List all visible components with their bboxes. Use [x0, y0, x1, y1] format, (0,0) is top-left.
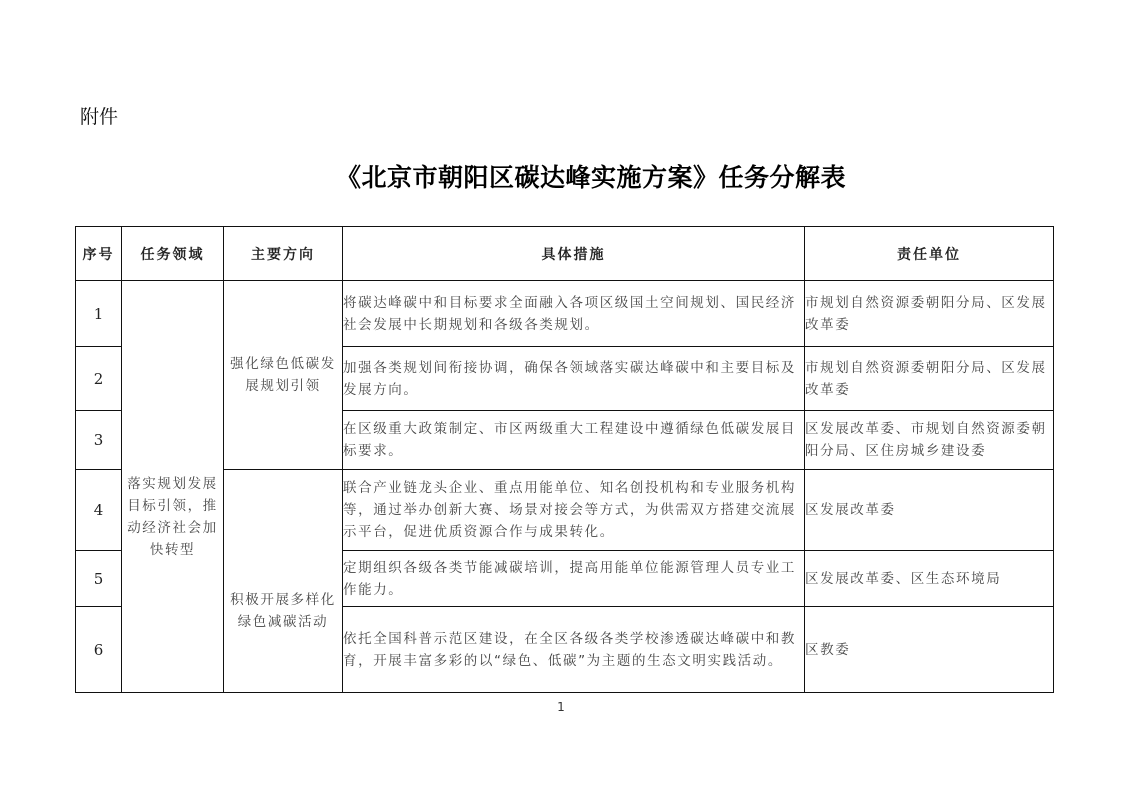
- header-responsible-unit: 责任单位: [805, 227, 1054, 281]
- task-breakdown-table: [75, 226, 1054, 693]
- header-main-direction: 主要方向: [224, 227, 343, 281]
- unit-cell: 区教委: [805, 607, 1054, 693]
- direction-cell: 强化绿色低碳发展规划引领: [224, 281, 343, 470]
- measure-cell: 依托全国科普示范区建设，在全区各级各类学校渗透碳达峰碳中和教育，开展丰富多彩的以“绿色、低碳”为主题的生态文明实践活动。: [343, 607, 805, 693]
- unit-cell: 市规划自然资源委朝阳分局、区发展改革委: [805, 281, 1054, 347]
- row-index: 2: [76, 347, 122, 411]
- document-title: 《北京市朝阳区碳达峰实施方案》任务分解表: [335, 163, 846, 192]
- measure-cell: 加强各类规划间衔接协调，确保各领域落实碳达峰碳中和主要目标及发展方向。: [343, 347, 805, 411]
- row-index: 6: [76, 607, 122, 693]
- page-number: 1: [557, 700, 565, 714]
- header-index: 序号: [76, 227, 122, 281]
- header-measures: 具体措施: [343, 227, 805, 281]
- row-index: 3: [76, 411, 122, 470]
- measure-cell: 将碳达峰碳中和目标要求全面融入各项区级国土空间规划、国民经济社会发展中长期规划和各级各类规划。: [343, 281, 805, 347]
- direction-cell: 积极开展多样化绿色减碳活动: [224, 470, 343, 693]
- table-header-row: [76, 227, 1054, 281]
- unit-cell: 区发展改革委: [805, 470, 1054, 551]
- table-row: [76, 281, 1054, 347]
- unit-cell: 市规划自然资源委朝阳分局、区发展改革委: [805, 347, 1054, 411]
- measure-cell: 定期组织各级各类节能减碳培训，提高用能单位能源管理人员专业工作能力。: [343, 551, 805, 607]
- unit-cell: 区发展改革委、区生态环境局: [805, 551, 1054, 607]
- row-index: 5: [76, 551, 122, 607]
- measure-cell: 联合产业链龙头企业、重点用能单位、知名创投机构和专业服务机构等，通过举办创新大赛、场景对接会等方式，为供需双方搭建交流展示平台，促进优质资源合作与成果转化。: [343, 470, 805, 551]
- header-task-area: 任务领域: [122, 227, 224, 281]
- measure-cell: 在区级重大政策制定、市区两级重大工程建设中遵循绿色低碳发展目标要求。: [343, 411, 805, 470]
- row-index: 1: [76, 281, 122, 347]
- attachment-label: 附件: [80, 106, 119, 128]
- task-area-cell: 落实规划发展目标引领，推动经济社会加快转型: [122, 281, 224, 693]
- unit-cell: 区发展改革委、市规划自然资源委朝阳分局、区住房城乡建设委: [805, 411, 1054, 470]
- row-index: 4: [76, 470, 122, 551]
